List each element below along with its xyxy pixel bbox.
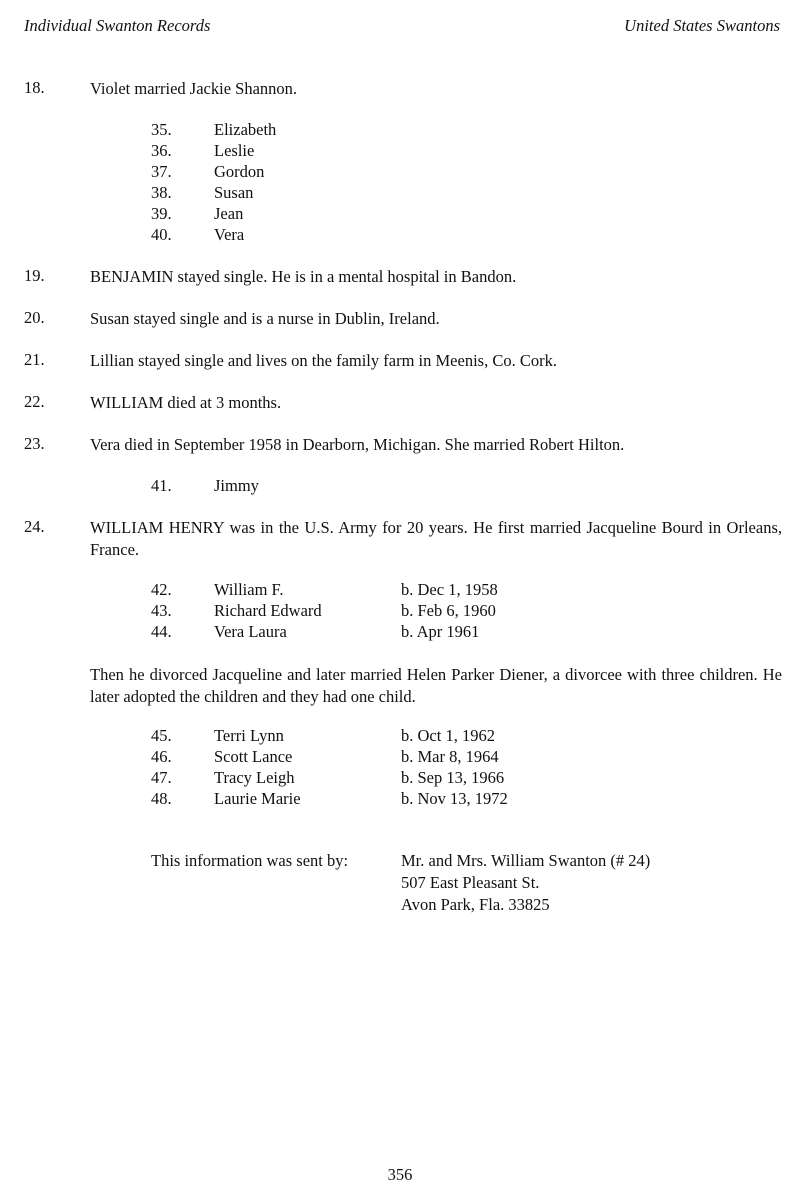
- entry-text: Vera died in September 1958 in Dearborn, Michigan. She married Robert Hilton.: [90, 435, 625, 454]
- child-number: 48.: [151, 789, 172, 808]
- child-number: 35.: [151, 120, 172, 139]
- entry-number: 19.: [24, 266, 45, 285]
- child-name: Laurie Marie: [214, 789, 301, 808]
- entry-text: Susan stayed single and is a nurse in Dublin, Ireland.: [90, 309, 440, 328]
- child-number: 37.: [151, 162, 172, 181]
- child-row: [0, 225, 800, 246]
- child-row: [0, 601, 800, 622]
- child-row: [0, 622, 800, 643]
- entry-text: WILLIAM HENRY was in the U.S. Army for 20 years. He first married Jacqueline Bourd in Orleans, France.: [90, 518, 782, 559]
- child-name: Leslie: [214, 141, 255, 160]
- entry-text: BENJAMIN stayed single. He is in a mental hospital in Bandon.: [90, 267, 517, 286]
- child-number: 41.: [151, 476, 172, 495]
- entry-text: Lillian stayed single and lives on the family farm in Meenis, Co. Cork.: [90, 351, 557, 370]
- child-name: Elizabeth: [214, 120, 277, 139]
- child-number: 39.: [151, 204, 172, 223]
- child-name: William F.: [214, 580, 284, 599]
- running-header-left: Individual Swanton Records: [24, 16, 211, 35]
- child-name: Tracy Leigh: [214, 768, 295, 787]
- entry-continuation-text: Then he divorced Jacqueline and later married Helen Parker Diener, a divorcee with three children. He later adopted the children and they had one child.: [90, 665, 782, 706]
- child-number: 36.: [151, 141, 172, 160]
- child-name: Vera: [214, 225, 245, 244]
- entry-number: 21.: [24, 350, 45, 369]
- child-row: [0, 204, 800, 225]
- child-birth-date: b. Feb 6, 1960: [401, 601, 496, 620]
- child-number: 38.: [151, 183, 172, 202]
- child-birth-date: b. Nov 13, 1972: [401, 789, 508, 808]
- child-name: Richard Edward: [214, 601, 322, 620]
- child-row: [0, 726, 800, 747]
- child-name: Scott Lance: [214, 747, 293, 766]
- entry-number: 18.: [24, 78, 45, 97]
- child-name: Susan: [214, 183, 254, 202]
- child-birth-date: b. Mar 8, 1964: [401, 747, 499, 766]
- child-name: Jimmy: [214, 476, 259, 495]
- child-number: 40.: [151, 225, 172, 244]
- child-birth-date: b. Sep 13, 1966: [401, 768, 505, 787]
- sender-name: Mr. and Mrs. William Swanton (# 24): [401, 851, 651, 870]
- entry-number: 20.: [24, 308, 45, 327]
- running-header-right: United States Swantons: [624, 16, 780, 35]
- child-number: 47.: [151, 768, 172, 787]
- child-row: [0, 789, 800, 810]
- child-row: [0, 476, 800, 497]
- child-number: 45.: [151, 726, 172, 745]
- child-birth-date: b. Apr 1961: [401, 622, 480, 641]
- entry-number: 24.: [24, 517, 45, 536]
- child-birth-date: b. Dec 1, 1958: [401, 580, 498, 599]
- sent-by-label: This information was sent by:: [151, 851, 349, 870]
- child-number: 42.: [151, 580, 172, 599]
- sender-city: Avon Park, Fla. 33825: [401, 895, 550, 914]
- child-name: Gordon: [214, 162, 265, 181]
- child-row: [0, 747, 800, 768]
- child-name: Vera Laura: [214, 622, 287, 641]
- entry-text: Violet married Jackie Shannon.: [90, 79, 298, 98]
- entry-number: 22.: [24, 392, 45, 411]
- child-row: [0, 120, 800, 141]
- child-row: [0, 580, 800, 601]
- child-row: [0, 768, 800, 789]
- child-name: Terri Lynn: [214, 726, 284, 745]
- child-row: [0, 162, 800, 183]
- entry-text: WILLIAM died at 3 months.: [90, 393, 282, 412]
- child-number: 44.: [151, 622, 172, 641]
- sender-street: 507 East Pleasant St.: [401, 873, 540, 892]
- child-name: Jean: [214, 204, 244, 223]
- entry-number: 23.: [24, 434, 45, 453]
- child-number: 46.: [151, 747, 172, 766]
- child-row: [0, 183, 800, 204]
- page-number: 356: [387, 1165, 413, 1184]
- child-number: 43.: [151, 601, 172, 620]
- child-birth-date: b. Oct 1, 1962: [401, 726, 495, 745]
- child-row: [0, 141, 800, 162]
